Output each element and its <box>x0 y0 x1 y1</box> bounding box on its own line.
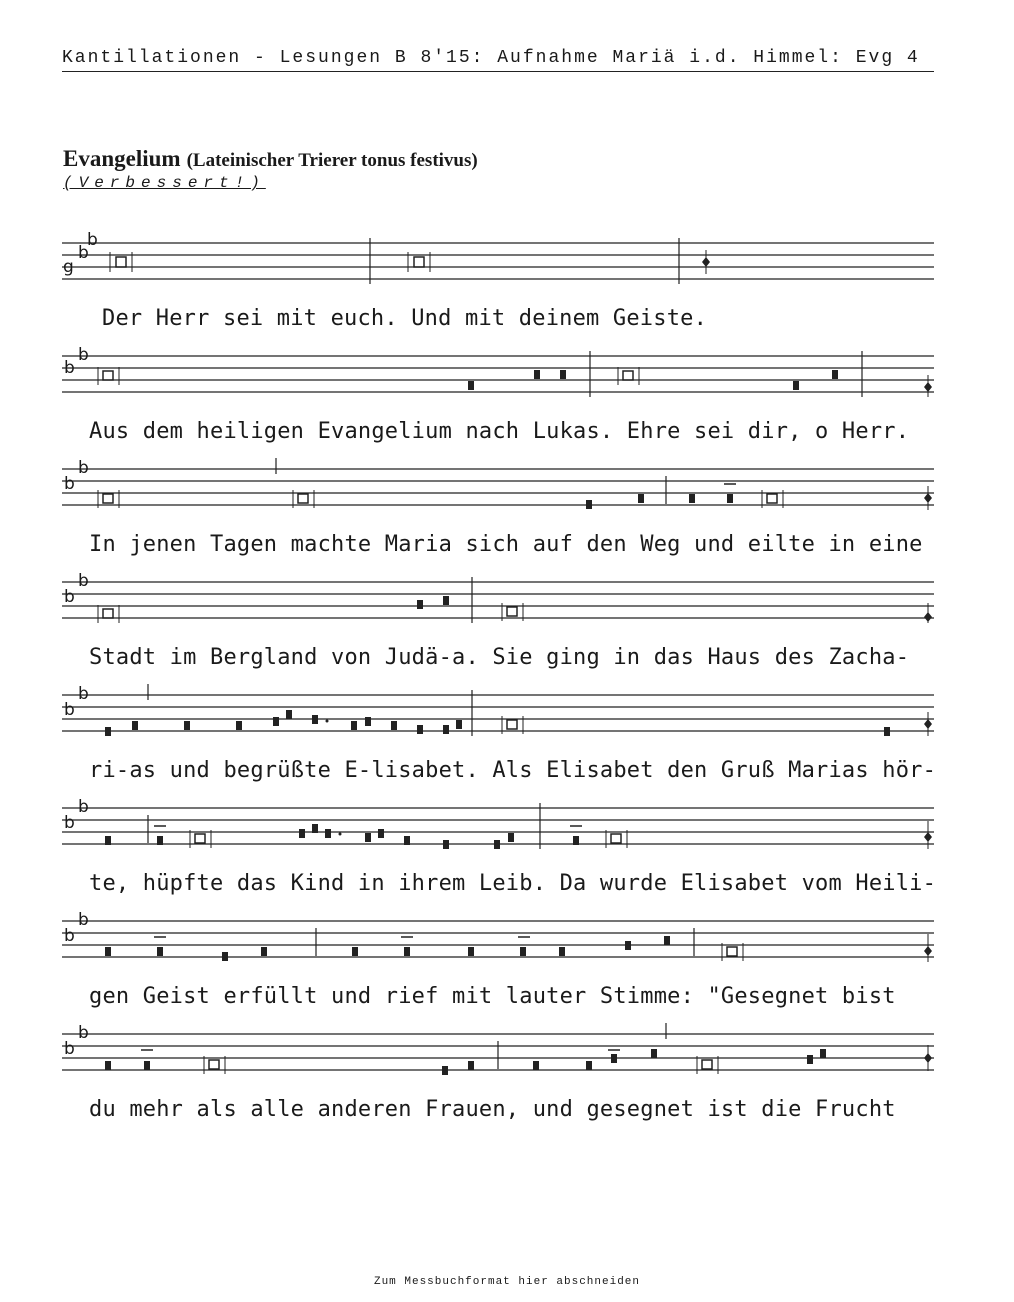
staff-4 <box>62 577 934 637</box>
clef-marker: g <box>63 257 74 277</box>
staff-system-6 <box>62 797 934 861</box>
cut-line-note: Zum Messbuchformat hier abschneiden <box>373 1276 641 1288</box>
title-block <box>63 146 478 192</box>
flat-sign: b <box>78 345 89 365</box>
staff-system-4 <box>62 571 934 635</box>
running-header <box>62 48 934 72</box>
lyric-line-3: In jenen Tagen machte Maria sich auf den Weg und eilte in eine <box>89 532 923 557</box>
staff-system-5 <box>62 684 934 748</box>
page-subtitle: (Lateinischer Trierer tonus festivus) <box>186 150 478 171</box>
correction-note: (Verbessert!) <box>63 174 266 192</box>
staff-system-3 <box>62 458 934 522</box>
flat-sign: b <box>78 684 89 704</box>
staff-system-1 <box>62 230 934 296</box>
staff-8 <box>62 1029 934 1089</box>
flat-sign: b <box>78 458 89 478</box>
flat-sign: b <box>64 358 75 378</box>
flat-sign: b <box>64 587 75 607</box>
flat-sign: b <box>78 1023 89 1043</box>
staff-system-7 <box>62 910 934 974</box>
flat-sign: b <box>64 926 75 946</box>
flat-sign: b <box>78 910 89 930</box>
flat-sign: b <box>78 243 89 263</box>
running-title: Kantillationen - Lesungen B 8'15: Aufnahme Mariä i.d. Himmel: Evg 4 <box>62 48 920 68</box>
staff-1 <box>62 238 934 298</box>
lyric-line-8: du mehr als alle anderen Frauen, und gesegnet ist die Frucht <box>89 1097 896 1122</box>
flat-sign: b <box>64 474 75 494</box>
flat-sign: b <box>64 813 75 833</box>
staff-system-2 <box>62 345 934 409</box>
flat-sign: b <box>78 797 89 817</box>
flat-sign: b <box>87 230 98 250</box>
staff-6 <box>62 803 934 863</box>
lyric-line-4: Stadt im Bergland von Judä-a. Sie ging in das Haus des Zacha- <box>89 645 910 670</box>
lyric-line-7: gen Geist erfüllt und rief mit lauter Stimme: "Gesegnet bist <box>89 984 896 1009</box>
lyric-line-5: ri-as und begrüßte E-lisabet. Als Elisabet den Gruß Marias hör- <box>89 758 937 783</box>
flat-sign: b <box>64 1039 75 1059</box>
lyric-line-2: Aus dem heiligen Evangelium nach Lukas. Ehre sei dir, o Herr. <box>89 419 910 444</box>
page-title: Evangelium <box>63 146 181 171</box>
staff-2 <box>62 351 934 411</box>
staff-5 <box>62 690 934 750</box>
flat-sign: b <box>78 571 89 591</box>
lyric-line-6: te, hüpfte das Kind in ihrem Leib. Da wurde Elisabet vom Heili- <box>89 871 937 896</box>
staff-7 <box>62 916 934 976</box>
staff-system-8 <box>62 1023 934 1087</box>
staff-3 <box>62 464 934 524</box>
lyric-line-1: Der Herr sei mit euch. Und mit deinem Geiste. <box>102 306 708 331</box>
flat-sign: b <box>64 700 75 720</box>
